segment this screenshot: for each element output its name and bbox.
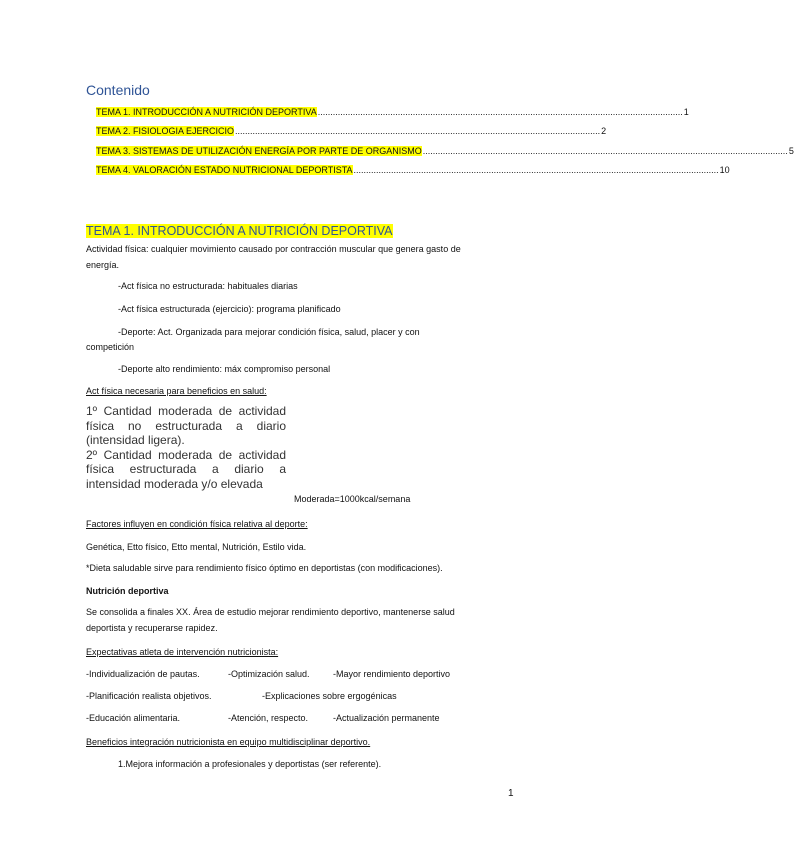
toc-page-number: 1 xyxy=(683,107,689,117)
nutrition-text-line-2: deportista y recuperarse rapidez. xyxy=(86,623,218,633)
toc-leader: .................................................................................................................................................. xyxy=(317,107,683,117)
expectation-item: -Planificación realista objetivos. xyxy=(86,691,212,701)
integration-heading: Beneficios integración nutricionista en equipo multidisciplinar deportivo. xyxy=(86,737,371,747)
nutrition-heading: Nutrición deportiva xyxy=(86,586,169,596)
toc-page-number: 5 xyxy=(788,146,794,156)
activity-type-3: -Deporte: Act. Organizada para mejorar condición física, salud, placer y con xyxy=(118,327,420,337)
expectation-item: -Individualización de pautas. xyxy=(86,669,200,679)
toc-page-number: 10 xyxy=(719,165,730,175)
activity-definition-line-2: energía. xyxy=(86,260,120,270)
toc-leader: .................................................................................................................................................. xyxy=(235,126,601,136)
toc-item-label: TEMA 3. SISTEMAS DE UTILIZACIÓN ENERGÍA POR PARTE DE ORGANISMO xyxy=(96,146,422,156)
integration-item-1: 1.Mejora información a profesionales y deportistas (ser referente). xyxy=(118,759,382,769)
toc-item-1[interactable] xyxy=(96,107,689,117)
expectation-item: -Atención, respecto. xyxy=(228,713,309,723)
activity-type-2: -Act física estructurada (ejercicio): programa planificado xyxy=(118,304,341,314)
toc-item-label: TEMA 2. FISIOLOGIA EJERCICIO xyxy=(96,126,235,136)
recommendation-1: 1º Cantidad moderada de actividad física no estructurada a diario (intensidad ligera). xyxy=(86,404,286,447)
expectation-item: -Optimización salud. xyxy=(228,669,310,679)
toc-item-3[interactable] xyxy=(96,146,794,156)
expectations-heading: Expectativas atleta de intervención nutricionista: xyxy=(86,647,279,657)
expectation-item: -Explicaciones sobre ergogénicas xyxy=(262,691,397,701)
toc-item-label: TEMA 1. INTRODUCCIÓN A NUTRICIÓN DEPORTIVA xyxy=(96,107,317,117)
toc-item-2[interactable] xyxy=(96,126,607,136)
nutrition-text-line-1: Se consolida a finales XX. Área de estudio mejorar rendimiento deportivo, mantenerse salud xyxy=(86,607,455,617)
benefits-heading: Act física necesaria para beneficios en salud: xyxy=(86,386,267,396)
activity-definition-line-1: Actividad física: cualquier movimiento causado por contracción muscular que genera gasto de xyxy=(86,244,461,254)
recommendation-2: 2º Cantidad moderada de actividad física estructurada a diario a intensidad moderada y/o elevada xyxy=(86,447,286,491)
toc-title: Contenido xyxy=(86,82,150,98)
activity-type-3-continued: competición xyxy=(86,342,135,352)
diet-note: *Dieta saludable sirve para rendimiento físico óptimo en deportistas (con modificaciones). xyxy=(86,563,443,573)
toc-leader: .................................................................................................................................................. xyxy=(422,146,788,156)
activity-type-4: -Deporte alto rendimiento: máx compromiso personal xyxy=(118,364,331,374)
section-heading: TEMA 1. INTRODUCCIÓN A NUTRICIÓN DEPORTIVA xyxy=(86,224,393,238)
toc-page-number: 2 xyxy=(601,126,607,136)
expectation-item: -Actualización permanente xyxy=(333,713,440,723)
factors-list: Genética, Etto físico, Etto mental, Nutrición, Estilo vida. xyxy=(86,542,307,552)
activity-type-1: -Act física no estructurada: habituales diarias xyxy=(118,281,298,291)
expectation-item: -Mayor rendimiento deportivo xyxy=(333,669,451,679)
toc-item-4[interactable] xyxy=(96,165,730,175)
toc-leader: .................................................................................................................................................. xyxy=(353,165,719,175)
page-number: 1 xyxy=(508,788,514,799)
activity-recommendation-image xyxy=(86,404,286,496)
factors-heading: Factores influyen en condición física relativa al deporte: xyxy=(86,519,308,529)
toc-item-label: TEMA 4. VALORACIÓN ESTADO NUTRICIONAL DEPORTISTA xyxy=(96,165,353,175)
expectation-item: -Educación alimentaria. xyxy=(86,713,181,723)
moderate-note: Moderada=1000kcal/semana xyxy=(294,494,411,504)
